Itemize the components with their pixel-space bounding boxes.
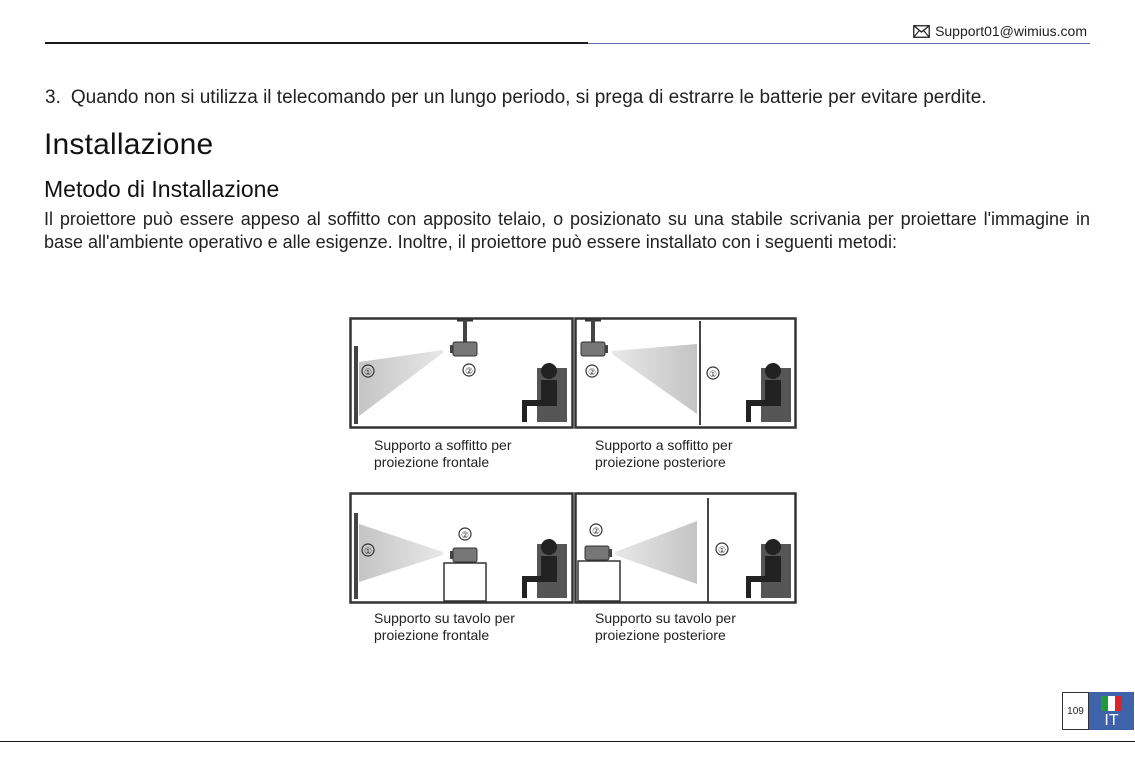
caption-ceiling-front: [374, 437, 512, 471]
label-projector: ②: [591, 527, 601, 537]
label-screen: ①: [363, 368, 373, 378]
projector-icon: [585, 546, 609, 560]
screen-icon: [354, 513, 358, 599]
viewer-icon: [522, 363, 567, 422]
label-projector: ②: [587, 368, 597, 378]
screen-icon: [707, 498, 709, 602]
projector-icon: [453, 548, 477, 562]
screen-icon: [699, 321, 701, 425]
label-screen: ①: [708, 370, 718, 380]
header-rule: [45, 42, 588, 44]
label-projector: ②: [460, 531, 470, 541]
panel-table-front: [351, 494, 573, 603]
projector-icon: [581, 342, 605, 356]
footer-rule: [0, 741, 1135, 742]
caption-table-front: [374, 610, 515, 644]
flag-stripe: [1101, 696, 1108, 711]
panel-ceiling-rear: [576, 319, 796, 428]
section-subheading: Metodo di Installazione: [44, 176, 280, 202]
label-screen: ①: [717, 546, 727, 556]
section-heading: Installazione: [44, 128, 214, 161]
caption-line: Supporto a soffitto per: [595, 437, 733, 453]
viewer-icon: [746, 363, 791, 422]
language-badge: [1089, 692, 1134, 730]
support-email-text[interactable]: Support01@wimius.com: [935, 23, 1087, 39]
projection-beam: [359, 350, 443, 416]
support-email: [913, 23, 1087, 39]
panel-ceiling-front: [351, 319, 573, 428]
list-item-number: 3.: [45, 87, 61, 108]
page-number: 109: [1062, 692, 1089, 730]
panel-table-rear: [576, 494, 796, 603]
caption-line: proiezione frontale: [374, 627, 490, 643]
ceiling-mount-icon: [463, 320, 467, 342]
flag-stripe: [1115, 696, 1122, 711]
label-screen: ①: [363, 547, 373, 557]
envelope-icon: [913, 25, 930, 38]
screen-icon: [354, 346, 358, 424]
viewer-icon: [522, 539, 567, 598]
caption-line: proiezione posteriore: [595, 454, 726, 470]
installation-diagram-svg: [349, 316, 799, 646]
caption-line: Supporto su tavolo per: [374, 610, 515, 626]
viewer-icon: [746, 539, 791, 598]
caption-table-rear: [595, 610, 736, 644]
installation-paragraph: Il proiettore può essere appeso al soffitto con apposito telaio, o posizionato su una stabile scrivania per proiettare l'immagine in base all'ambiente operativo e alle esigenze. Inoltre, il proiettore può essere installato con i seguenti metodi:: [44, 209, 1090, 252]
caption-ceiling-rear: [595, 437, 733, 471]
label-projector: ②: [464, 367, 474, 377]
table-icon: [444, 563, 486, 601]
italy-flag-icon: [1101, 696, 1123, 711]
caption-line: proiezione frontale: [374, 454, 490, 470]
ceiling-mount-icon: [591, 320, 595, 342]
language-code: IT: [1104, 712, 1119, 729]
caption-line: Supporto su tavolo per: [595, 610, 736, 626]
header-rule-accent: [588, 43, 1090, 44]
projection-beam: [612, 344, 697, 414]
caption-line: proiezione posteriore: [595, 627, 726, 643]
installation-diagram: [349, 316, 799, 646]
flag-stripe: [1108, 696, 1115, 711]
list-item-text: Quando non si utilizza il telecomando per un lungo periodo, si prega di estrarre le batterie per evitare perdite.: [70, 87, 987, 108]
table-icon: [578, 561, 620, 601]
caption-line: Supporto a soffitto per: [374, 437, 512, 453]
projection-beam: [615, 521, 697, 584]
list-item-3: [45, 87, 1105, 109]
projector-icon: [453, 342, 477, 356]
